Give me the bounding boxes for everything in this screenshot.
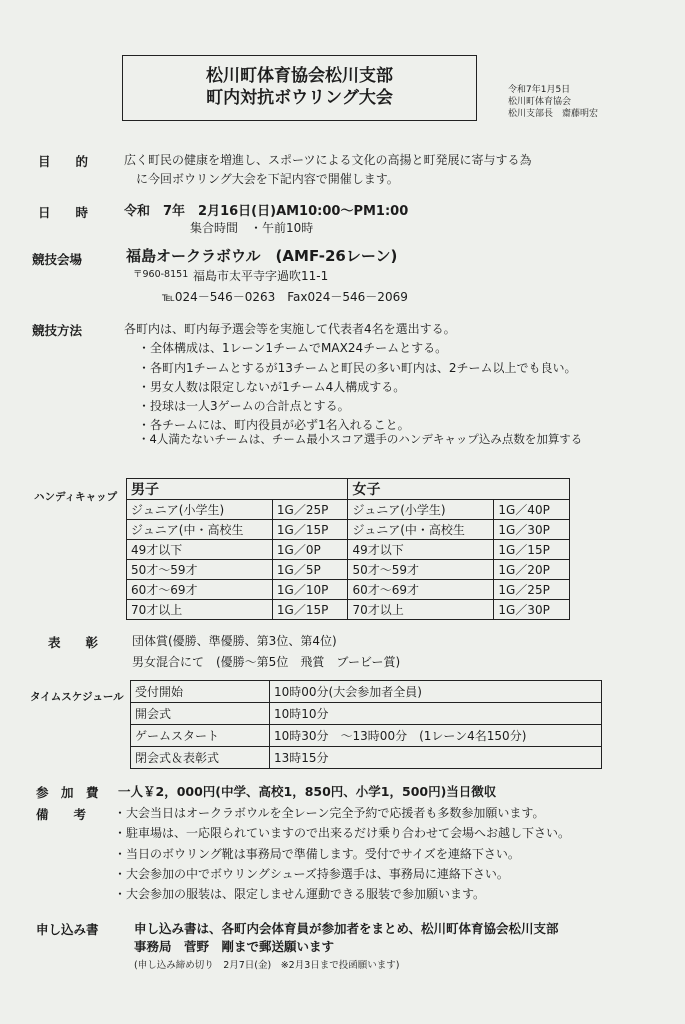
venue-address: 福島市太平寺字過吹11-1 [193,269,329,283]
application-note: (申し込み締め切り 2月7日(金) ※2月3日まで投函願います) [134,960,400,971]
female-cat: ジュニア(中・高校生 [348,520,494,540]
application-line-2: 事務局 菅野 剛まで郵送願います [134,939,335,954]
method-intro: 各町内は、町内毎予選会等を実施して代表者4名を選出する。 [124,322,456,336]
remarks-item: ・駐車場は、一応限られていますので出来るだけ乗り合わせて会場へお越し下さい。 [114,826,571,840]
table-row [131,725,602,747]
venue-name: 福島オークラボウル (AMF-26レーン) [126,247,398,265]
male-cat: 70才以上 [127,600,273,620]
female-val: 1G／25P [494,580,570,600]
female-header: 女子 [348,479,570,500]
datetime-line-1: 令和 7年 2月16日(日)AM10:00～PM1:00 [124,204,409,219]
female-val: 1G／20P [494,560,570,580]
method-label: 競技方法 [32,323,83,338]
table-row [127,520,570,540]
schedule-time: 10時00分(大会参加者全員) [270,681,602,703]
male-val: 1G／5P [272,560,348,580]
remarks-item: ・大会当日はオークラボウルを全レーン完全予約で応援者も多数参加願います。 [114,806,545,820]
issuer-org: 松川町体育協会 [508,97,572,107]
awards-line-2: 男女混合にて (優勝～第5位 飛賞 ブービー賞) [132,655,401,669]
schedule-item: 受付開始 [131,681,270,703]
male-cat: ジュニア(中・高校生 [127,520,273,540]
purpose-line-1: 広く町民の健康を増進し、スポーツによる文化の高揚と町発展に寄与する為 [124,153,532,167]
handicap-table [126,478,570,620]
male-cat: 49才以下 [127,540,273,560]
datetime-line-2: 集合時間 ・午前10時 [190,221,314,235]
schedule-table [130,680,602,769]
venue-label: 競技会場 [32,252,83,267]
female-val: 1G／40P [494,500,570,520]
method-item-text: 各町内1チームとするが13チームと町民の多い町内は、2チーム以上でも良い。 [150,361,577,375]
method-item: ・4人満たないチームは、チーム最小スコア選手のハンデキャップ込み点数を加算する [138,432,583,446]
method-item: ・投球は一人3ゲームの合計点とする。 [138,399,350,413]
awards-label: 表 彰 [48,635,99,650]
method-item-text: 全体構成は、1レーン1チームでMAX24チームとする。 [150,341,448,355]
male-val: 1G／0P [272,540,348,560]
method-item-text: 各チームには、町内役員が必ず1名入れること。 [150,418,410,432]
female-val: 1G／30P [494,600,570,620]
method-item-text: 4人満たないチームは、チーム最小スコア選手のハンデキャップ込み点数を加算する [149,432,583,446]
table-row [127,540,570,560]
venue-phone: ℡024－546－0263 Fax024－546－2069 [162,290,408,304]
male-cat: ジュニア(小学生) [127,500,273,520]
table-row [127,500,570,520]
purpose-label: 目 的 [38,154,89,169]
method-item: ・全体構成は、1レーン1チームでMAX24チームとする。 [138,341,448,355]
female-cat: 70才以上 [348,600,494,620]
schedule-time: 10時30分 ～13時00分 (1レーン4名150分) [270,725,602,747]
male-val: 1G／10P [272,580,348,600]
table-row [131,681,602,703]
method-item: ・各チームには、町内役員が必ず1名入れること。 [138,418,410,432]
male-val: 1G／15P [272,520,348,540]
table-row [127,560,570,580]
purpose-line-2: に今回ボウリング大会を下記内容で開催します。 [136,172,399,186]
table-row [131,747,602,769]
fee-text: 一人￥2，000円(中学、高校1，850円、小学1，500円)当日徴収 [118,784,497,799]
female-val: 1G／30P [494,520,570,540]
female-cat: 49才以下 [348,540,494,560]
application-label: 申し込み書 [36,922,99,937]
table-row [131,703,602,725]
female-cat: 60才～69才 [348,580,494,600]
male-cat: 50才～59才 [127,560,273,580]
title-line-2: 町内対抗ボウリング大会 [206,88,393,108]
male-header: 男子 [127,479,348,500]
male-val: 1G／25P [272,500,348,520]
female-cat: 50才～59才 [348,560,494,580]
female-val: 1G／15P [494,540,570,560]
venue-postal: 〒960-8151 [133,269,189,280]
remarks-item: ・当日のボウリング靴は事務局で準備します。受付でサイズを連絡下さい。 [114,847,520,861]
method-item: ・各町内1チームとするが13チームと町民の多い町内は、2チーム以上でも良い。 [138,361,577,375]
title-line-1: 松川町体育協会松川支部 [206,66,393,86]
datetime-label: 日 時 [38,205,89,220]
schedule-item: ゲームスタート [131,725,270,747]
table-row [127,600,570,620]
remarks-item: ・大会参加の中でボウリングシューズ持参選手は、事務局に連絡下さい。 [114,867,509,881]
application-line-1: 申し込み書は、各町内会体育員が参加者をまとめ、松川町体育協会松川支部 [134,921,559,936]
title-box [122,55,477,121]
handicap-label: ハンディキャップ [34,491,118,503]
male-val: 1G／15P [272,600,348,620]
schedule-time: 10時10分 [270,703,602,725]
schedule-label: タイムスケジュール [30,691,124,703]
male-cat: 60才～69才 [127,580,273,600]
remarks-label: 備 考 [36,807,87,822]
fee-label: 参 加 費 [36,785,99,800]
method-item: ・男女人数は限定しないが1チーム4人構成する。 [138,380,406,394]
schedule-item: 開会式 [131,703,270,725]
issuer-person: 松川支部長 齋藤明宏 [508,109,599,119]
female-cat: ジュニア(小学生) [348,500,494,520]
method-item-text: 投球は一人3ゲームの合計点とする。 [150,399,350,413]
remarks-item: ・大会参加の服装は、限定しません運動できる服装で参加願います。 [114,887,486,901]
awards-line-1: 団体賞(優勝、準優勝、第3位、第4位) [132,634,337,648]
schedule-time: 13時15分 [270,747,602,769]
method-item-text: 男女人数は限定しないが1チーム4人構成する。 [150,380,406,394]
issuer-date: 令和7年1月5日 [508,85,571,95]
table-row [127,580,570,600]
schedule-item: 閉会式＆表彰式 [131,747,270,769]
